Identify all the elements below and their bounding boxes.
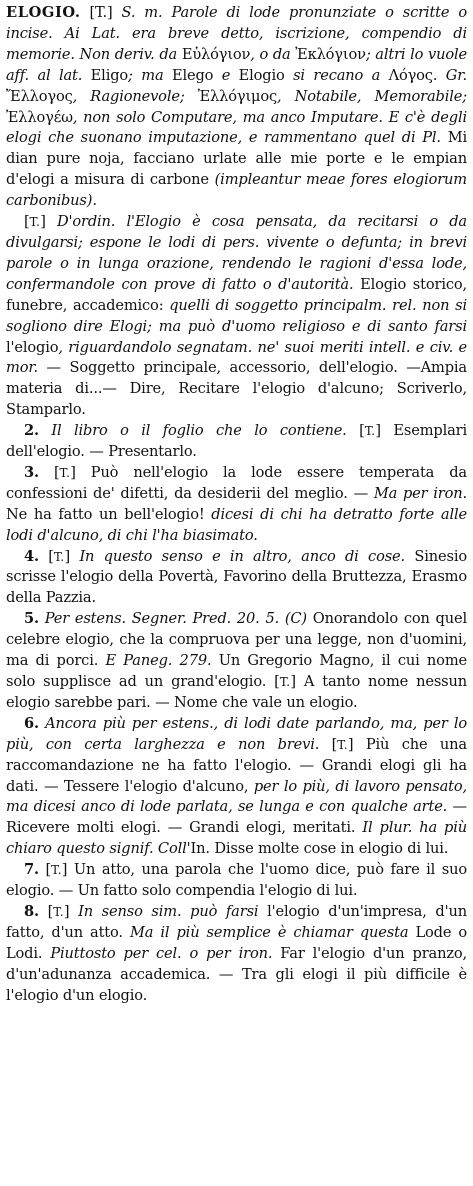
sense-number: 5.: [24, 610, 39, 628]
sense-number: 8.: [24, 902, 39, 920]
text-run: Ἐκλόγιον: [295, 45, 366, 63]
italic-text-run: In questo senso e in altro, anco di cose.: [79, 547, 406, 565]
italic-text-run: Ma per iron.: [373, 484, 468, 502]
text-run: Elogio: [238, 66, 285, 84]
text-run: [: [38, 463, 60, 481]
sense-paragraph: [6, 609, 467, 714]
italic-text-run: Piuttosto per cel. o per iron.: [50, 944, 273, 962]
text-run: Εὐλόγιον: [181, 45, 251, 63]
text-run: [: [346, 422, 365, 440]
sense-number: 6.: [24, 714, 39, 732]
text-run: Ne ha fatto un bell'elogio!: [6, 505, 212, 523]
sense-number: 3.: [24, 463, 39, 481]
text-run: ]: [63, 902, 79, 920]
italic-text-run: si recano a: [284, 66, 389, 84]
italic-text-run: Ancora più per estens., di lodi date parlando, ma, per lo più, con certa larghezza e non brevi.: [6, 714, 467, 753]
sense-number: 7.: [24, 861, 39, 879]
text-run: ]: [40, 213, 57, 231]
text-run: Elogio storico, funebre, accademico:: [6, 275, 467, 314]
text-run: [39, 422, 51, 439]
italic-text-run: E Paneg. 279.: [105, 652, 212, 670]
text-run: ] Può nell'elogio la lode essere temperata da confessioni de' difetti, da desiderii del meglio. —: [6, 463, 467, 502]
sense-number: 2.: [24, 422, 39, 440]
text-run: l'elogio: [6, 338, 59, 356]
sense-paragraph: [6, 547, 467, 610]
text-run: [T.]: [80, 4, 122, 21]
italic-text-run: quelli di soggetto principalm. rel. non si sogliono dire Elogi; ma può d'uomo religioso e di santo farsi: [6, 296, 468, 335]
italic-text-run: D'ordin. l'Elogio è cosa pensata, da recitarsi o da divulgarsi; espone le lodi di pers. vivente o defunta; in brevi parole o in lunga orazione, rendendo le ragioni d'essa lode, confermandole con prove di fatto o d'autorità.: [6, 213, 467, 293]
source-tag: T.: [51, 863, 62, 878]
source-tag: T.: [29, 215, 41, 230]
sense-paragraph: [6, 212, 467, 421]
text-run: ] Un atto, una parola che l'uomo dice, può fare il suo elogio. — Un fatto solo compendia l'elogio di lui.: [6, 861, 467, 900]
italic-text-run: Il libro o il foglio che lo contiene.: [51, 422, 347, 440]
source-tag: T.: [337, 737, 348, 752]
italic-text-run: S. m. Parole di lode pronunziate o scritte o incise. Ai Lat. era breve detto, iscrizione, compendio di memorie. Non deriv. da: [6, 4, 467, 63]
italic-text-run: ; ma: [128, 66, 172, 84]
text-run: Far l'elogio d'un pranzo, d'un'adunanza accademica. — Tra gli elogi il più difficile è l'elogio d'un elogio.: [6, 944, 467, 1004]
text-run: Elego: [171, 66, 214, 84]
italic-text-run: Per estens. Segner. Pred. 20. 5. (C): [44, 610, 307, 628]
source-tag: T.: [279, 675, 291, 689]
italic-text-run: per lo più, di lavoro pensato, ma dicesi anco di lode parlata, se lunga e con qualche arte.: [6, 777, 467, 816]
text-run: [: [38, 861, 52, 879]
text-run: Mi dian pure noja, facciano urlate alle mie porte e le empian d'elogi a misura di carbone: [6, 129, 467, 189]
italic-text-run: , o da: [250, 45, 296, 63]
italic-text-run: e: [213, 66, 239, 84]
text-run: ] Più che una raccomandazione ne ha fatto l'elogio. — Grandi elogi gli ha dati. — Tessere l'elogio d'alcuno,: [6, 735, 467, 795]
italic-text-run: , riguardandolo segnatam. ne' suoi meriti intell. e civ. e mor.: [6, 338, 467, 377]
text-run: ]: [64, 547, 80, 565]
text-run: Lode o Lodi.: [6, 923, 468, 962]
italic-text-run: , non solo Computare, ma anco Imputare. E c'è degli elogi che suonano imputazione, e rammentano quel di Pl.: [6, 108, 467, 147]
text-run: [: [38, 902, 54, 920]
italic-text-run: Il plur. ha più chiaro questo signif. Coll': [6, 819, 467, 858]
italic-text-run: , Notabile, Memorabile;: [277, 87, 467, 105]
italic-text-run: (impleantur meae fores elogiorum carbonibus): [6, 171, 467, 210]
sense-paragraph: [6, 902, 467, 1007]
text-run: l'elogio d'un'impresa, d'un fatto, d'un atto.: [6, 902, 467, 941]
text-run: .: [92, 192, 97, 210]
text-run: Ἔλλογος: [6, 87, 73, 105]
source-tag: T.: [53, 904, 64, 919]
text-run: ] Esemplari dell'elogio. — Presentarlo.: [6, 422, 467, 461]
text-run: [: [319, 735, 338, 753]
sense-paragraph: [6, 714, 467, 860]
text-run: — Ricevere molti elogi. — Grandi elogi, meritati.: [6, 798, 467, 837]
italic-text-run: dicesi di chi ha detratto forte alle lodi d'alcuno, di chi l'ha biasimato.: [6, 505, 467, 544]
italic-text-run: . Gr.: [432, 66, 467, 84]
text-run: Ἐλλογέω: [6, 108, 73, 126]
text-run: Λόγος: [388, 66, 433, 84]
text-run: Sinesio scrisse l'elogio della Povertà, Favorino della Bruttezza, Erasmo della Pazzia.: [6, 547, 467, 607]
text-run: — Soggetto principale, accessorio, dell'elogio. —Ampia materia di...— Dire, Recitare l'elogio d'alcuno; Scriverlo, Stamparlo.: [6, 359, 467, 419]
text-run: Onorandolo con quel celebre elogio, che la compruova per una legge, non d'uomini, ma di porci.: [6, 610, 467, 670]
text-run: Ἐλλόγιμος: [197, 87, 278, 105]
text-run: Eligo: [90, 66, 129, 84]
text-run: [: [38, 547, 54, 565]
sense-paragraph: [6, 860, 467, 902]
sense-paragraph: [6, 421, 467, 463]
italic-text-run: , Ragionevole;: [72, 87, 198, 105]
source-tag: T.: [59, 465, 71, 480]
italic-text-run: Ma il più semplice è chiamar questa: [129, 923, 416, 941]
source-tag: T.: [53, 549, 65, 564]
source-tag: T.: [364, 424, 376, 439]
text-run: In. Disse molte cose in elogio di lui.: [190, 840, 449, 858]
entry-definition-paragraph: [6, 3, 467, 212]
text-run: [: [24, 213, 30, 231]
italic-text-run: ; altri lo vuole aff. al lat.: [6, 45, 467, 84]
sense-number: 4.: [24, 547, 39, 565]
headword: ELOGIO.: [6, 4, 81, 21]
italic-text-run: In senso sim. può farsi: [78, 902, 268, 920]
sense-paragraph: [6, 463, 467, 547]
text-run: Un Gregorio Magno, il cui nome solo supplisce ad un grand'elogio. [: [6, 652, 467, 690]
text-run: ] A tanto nome nessun elogio sarebbe pari. — Nome che vale un elogio.: [6, 673, 467, 711]
